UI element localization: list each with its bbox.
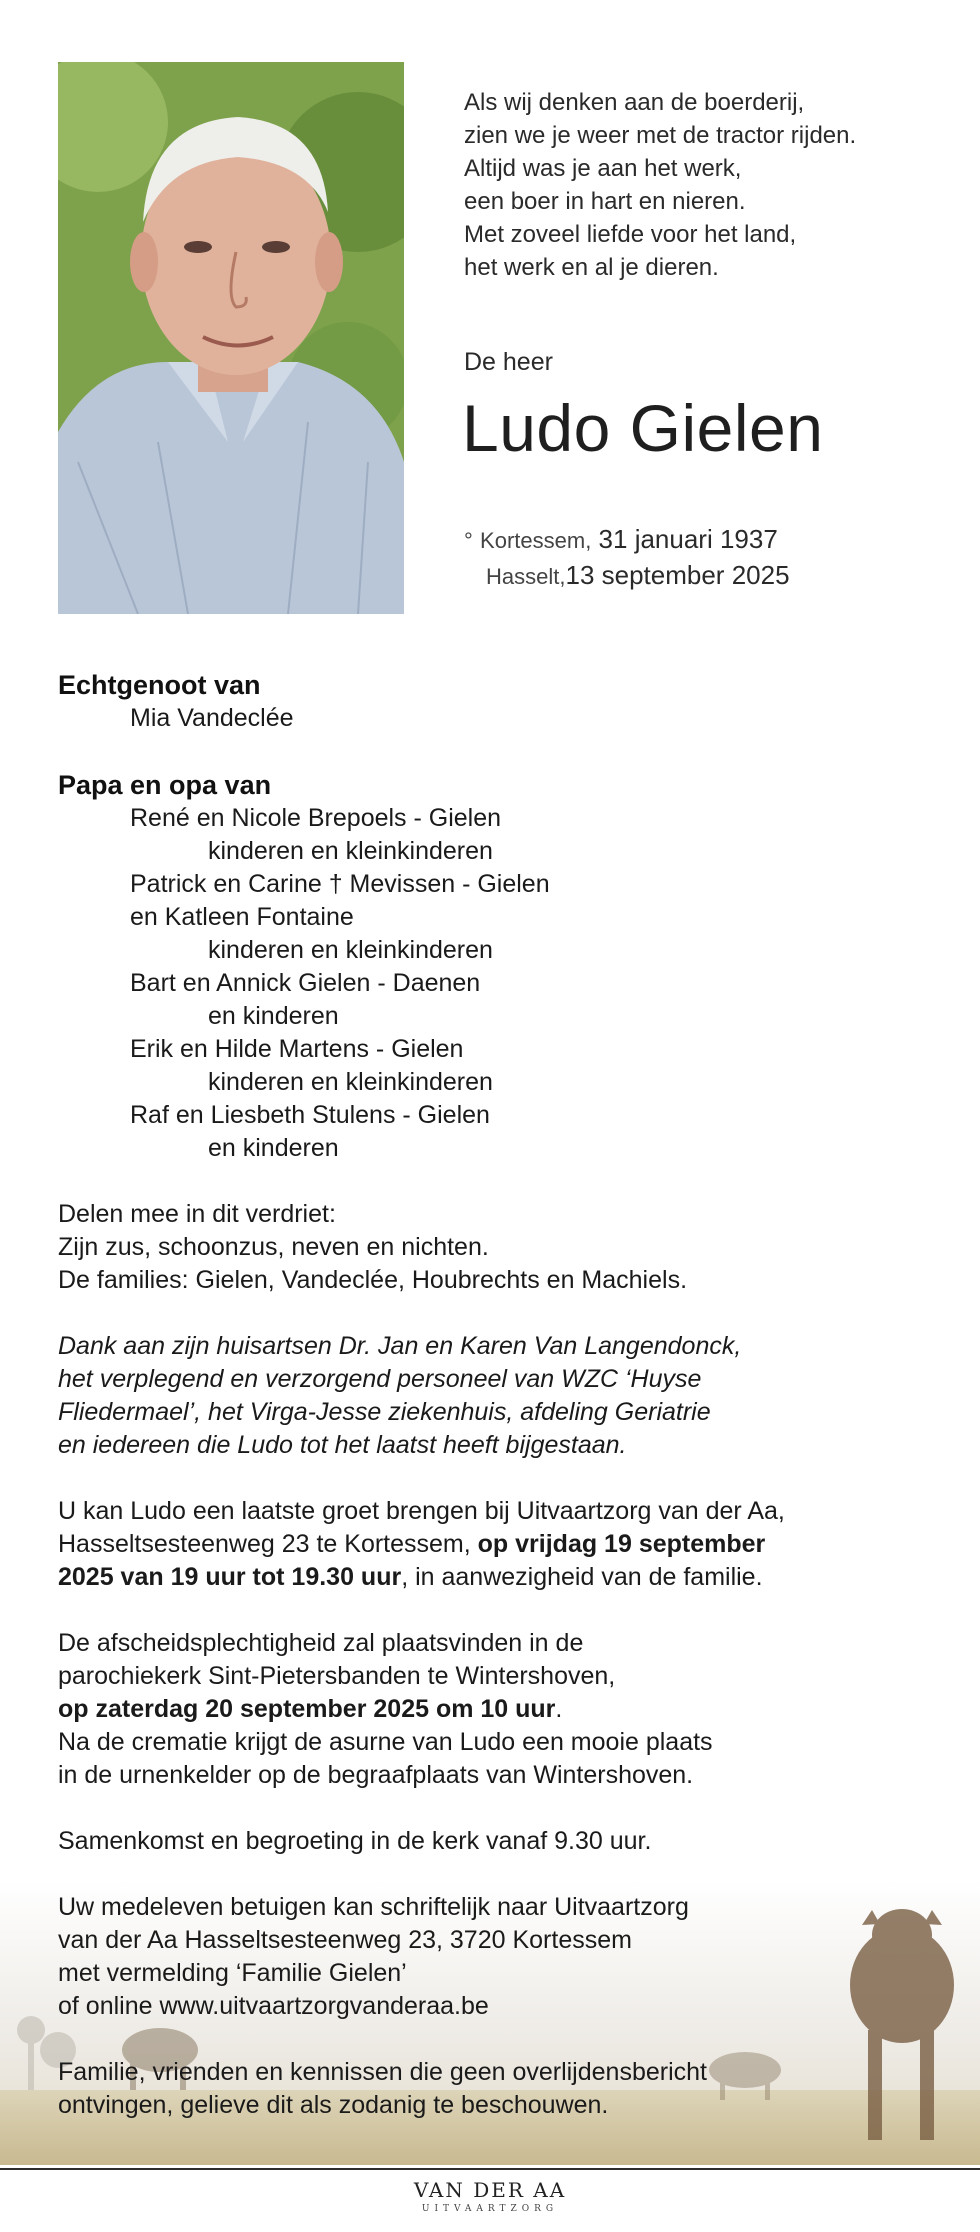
spouse-heading: Echtgenoot van: [58, 670, 261, 700]
family-list: [58, 802, 938, 1165]
life-dates: [464, 522, 790, 594]
visitation-time: 2025 van 19 uur tot 19.30 uur: [58, 1563, 402, 1591]
poem-line: een boer in hart en nieren.: [464, 188, 746, 215]
funeral-home-logo: [0, 2178, 980, 2214]
birth-symbol: °: [464, 528, 473, 553]
family-member-line: Bart en Annick Gielen - Daenen: [130, 969, 481, 997]
family-member-line: Raf en Liesbeth Stulens - Gielen: [130, 1101, 490, 1129]
ceremony-line: in de urnenkelder op de begraafplaats van Wintershoven.: [58, 1761, 694, 1789]
poem-line: Als wij denken aan de boerderij,: [464, 89, 805, 116]
death-row: [464, 558, 790, 594]
ceremony-date: op zaterdag 20 september 2025 om 10 uur: [58, 1695, 556, 1723]
poem-line: het werk en al je dieren.: [464, 254, 719, 281]
birth-date: 31 januari 1937: [598, 524, 778, 554]
poem-line: zien we je weer met de tractor rijden.: [464, 122, 857, 149]
family-member-line: Patrick en Carine † Mevissen - Gielen: [130, 870, 550, 898]
visitation-date: op vrijdag 19 september: [477, 1530, 766, 1558]
family-descendants-line: kinderen en kleinkinderen: [208, 837, 493, 865]
family-descendants-line: en kinderen: [208, 1134, 339, 1162]
condolence-line: van der Aa Hasseltsesteenweg 23, 3720 Kortessem: [58, 1926, 632, 1954]
death-date: 13 september 2025: [565, 560, 790, 590]
gathering-line: Samenkomst en begroeting in de kerk vanaf 9.30 uur.: [58, 1827, 652, 1855]
portrait-photo: [58, 62, 404, 614]
sharing-line: Delen mee in dit verdriet:: [58, 1200, 336, 1228]
condolence-line: Uw medeleven betuigen kan schriftelijk naar Uitvaartzorg: [58, 1893, 689, 1921]
logo-sub: UITVAARTZORG: [421, 2204, 559, 2214]
closing-line: Familie, vrienden en kennissen die geen overlijdensbericht: [58, 2058, 707, 2086]
spouse-name: Mia Vandeclée: [130, 704, 294, 732]
death-place: Hasselt,: [486, 564, 566, 589]
ceremony-line: De afscheidsplechtigheid zal plaatsvinden in de: [58, 1629, 584, 1657]
thanks-line: en iedereen die Ludo tot het laatst heeft bijgestaan.: [58, 1431, 627, 1459]
title-prefix: De heer: [464, 348, 553, 376]
family-member-line: René en Nicole Brepoels - Gielen: [130, 804, 502, 832]
closing-line: ontvingen, gelieve dit als zodanig te beschouwen.: [58, 2091, 609, 2119]
visitation-line: U kan Ludo een laatste groet brengen bij Uitvaartzorg van der Aa,: [58, 1497, 785, 1525]
thanks-line: Dank aan zijn huisartsen Dr. Jan en Karen Van Langendonck,: [58, 1332, 742, 1360]
condolence-link-line[interactable]: of online www.uitvaartzorgvanderaa.be: [58, 1992, 489, 2020]
ceremony-line: parochiekerk Sint-Pietersbanden te Wintershoven,: [58, 1662, 616, 1690]
family-descendants-line: kinderen en kleinkinderen: [208, 936, 493, 964]
footer-divider: [0, 2168, 980, 2170]
ceremony-line: Na de crematie krijgt de asurne van Ludo een mooie plaats: [58, 1728, 713, 1756]
portrait-illustration: [58, 62, 404, 614]
obituary-body: [58, 668, 938, 2122]
poem-line: Met zoveel liefde voor het land,: [464, 221, 797, 248]
condolence-line: met vermelding ‘Familie Gielen’: [58, 1959, 407, 1987]
family-member-line: Erik en Hilde Martens - Gielen: [130, 1035, 464, 1063]
family-descendants-line: kinderen en kleinkinderen: [208, 1068, 493, 1096]
sharing-line: De families: Gielen, Vandeclée, Houbrechts en Machiels.: [58, 1266, 688, 1294]
ceremony-line: op zaterdag 20 september 2025 om 10 uur.: [58, 1695, 563, 1723]
poem: [464, 86, 934, 284]
family-member-line: en Katleen Fontaine: [130, 903, 354, 931]
visitation-line: Hasseltsesteenweg 23 te Kortessem, op vrijdag 19 september: [58, 1530, 766, 1558]
visitation-line: 2025 van 19 uur tot 19.30 uur, in aanwezigheid van de familie.: [58, 1563, 763, 1591]
family-heading: Papa en opa van: [58, 770, 272, 800]
logo-main: VAN DER AA: [413, 2178, 567, 2202]
deceased-name: Ludo Gielen: [462, 391, 824, 465]
thanks-line: Fliedermael’, het Virga-Jesse ziekenhuis, afdeling Geriatrie: [58, 1398, 711, 1426]
sharing-line: Zijn zus, schoonzus, neven en nichten.: [58, 1233, 489, 1261]
birth-row: [464, 522, 790, 558]
poem-line: Altijd was je aan het werk,: [464, 155, 742, 182]
thanks-line: het verplegend en verzorgend personeel van WZC ‘Huyse: [58, 1365, 702, 1393]
family-descendants-line: en kinderen: [208, 1002, 339, 1030]
birth-place: Kortessem,: [480, 528, 592, 553]
